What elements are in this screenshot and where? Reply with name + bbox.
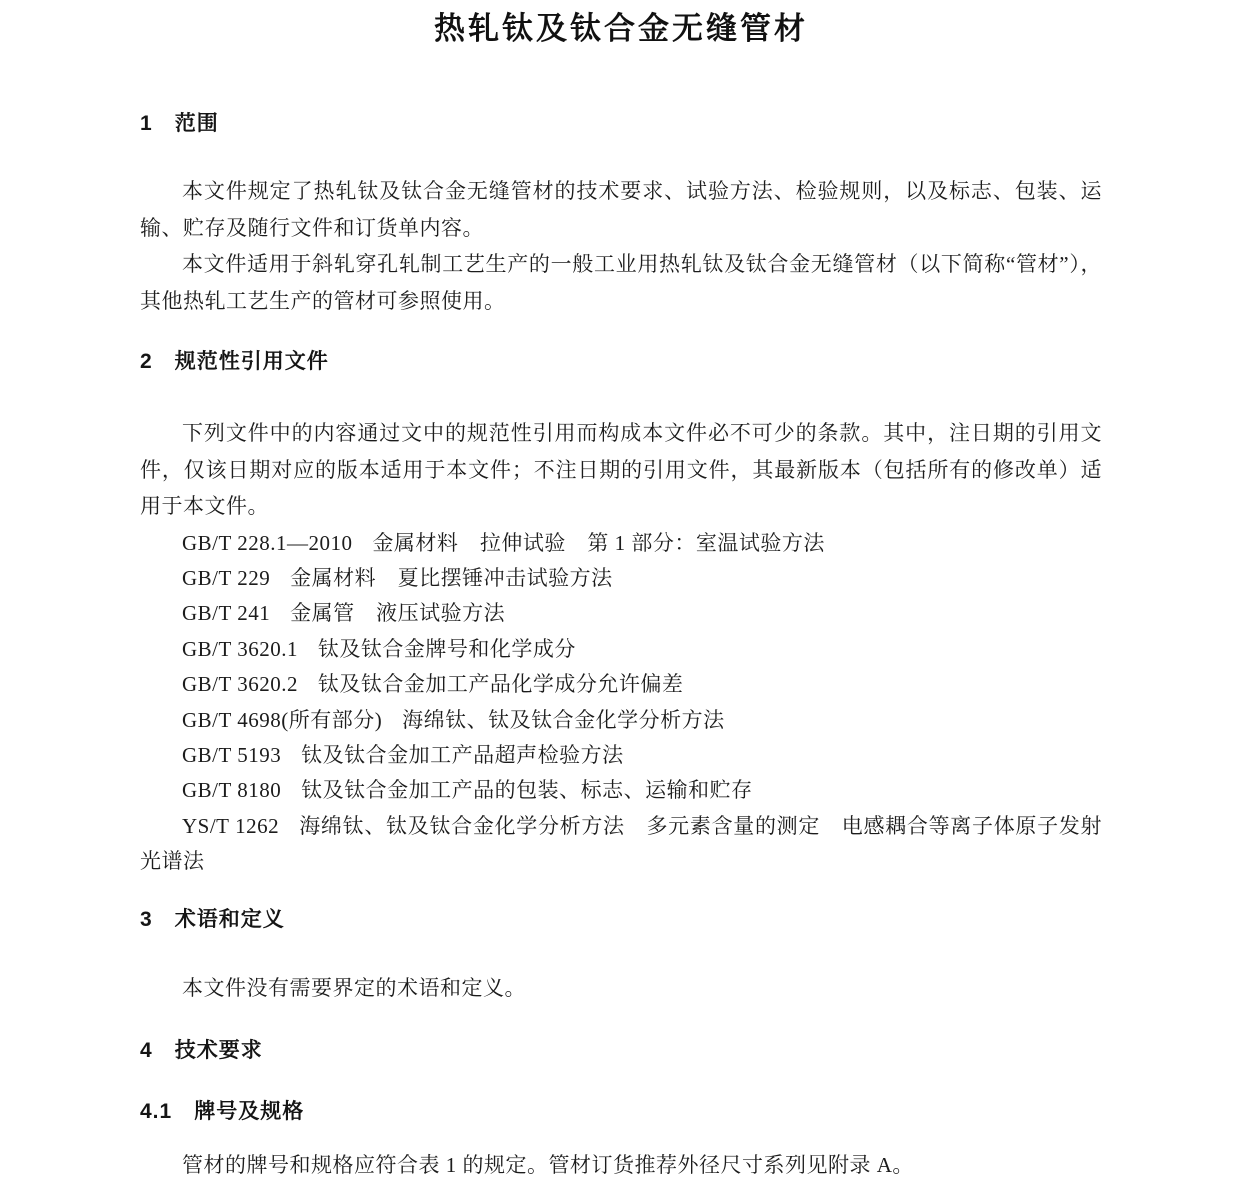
document-title: 热轧钛及钛合金无缝管材: [434, 11, 808, 46]
reference-code: GB/T 228.1—2010: [182, 530, 353, 555]
section-2-number: 2: [140, 350, 153, 373]
reference-title: 钛及钛合金加工产品化学成分允许偏差: [317, 672, 684, 697]
reference-title: 金属材料 拉伸试验 第 1 部分：室温试验方法: [372, 530, 825, 555]
reference-code: GB/T 241: [182, 601, 271, 626]
section-3-number: 3: [140, 907, 153, 931]
reference-item: [140, 773, 1102, 808]
section-3-title: 术语和定义: [174, 907, 285, 931]
reference-title: 钛及钛合金牌号和化学成分: [317, 636, 576, 661]
reference-item: [140, 667, 1102, 702]
reference-code: GB/T 8180: [182, 778, 282, 803]
reference-title: 金属材料 夏比摆锤冲击试验方法: [290, 565, 613, 590]
reference-item: [140, 561, 1102, 596]
reference-title: 海绵钛、钛及钛合金化学分析方法 多元素含量的测定 电感耦合等离子体原子发射光谱法: [140, 813, 1102, 874]
reference-code: GB/T 229: [182, 565, 271, 590]
section-1-number: 1: [140, 112, 153, 135]
section-4-1-body: [140, 1147, 1102, 1184]
reference-code: GB/T 5193: [182, 742, 282, 767]
section-4-title: 技术要求: [174, 1039, 263, 1063]
section-4-1-title: 牌号及规格: [194, 1100, 305, 1124]
reference-item: [140, 703, 1102, 738]
reference-item: [140, 596, 1102, 631]
reference-title: 钛及钛合金加工产品的包装、标志、运输和贮存: [301, 778, 753, 803]
section-1-body: [140, 173, 1102, 319]
paragraph: 本文件规定了热轧钛及钛合金无缝管材的技术要求、试验方法、检验规则，以及标志、包装、运输、贮存及随行文件和订货单内容。: [140, 179, 1102, 240]
paragraph: 管材的牌号和规格应符合表 1 的规定。管材订货推荐外径尺寸系列见附录 A。: [182, 1153, 914, 1178]
section-2-title: 规范性引用文件: [174, 350, 329, 373]
section-4-1-heading: [140, 1100, 1102, 1124]
paragraph: 本文件适用于斜轧穿孔轧制工艺生产的一般工业用热轧钛及钛合金无缝管材（以下简称“管材”），其他热轧工艺生产的管材可参照使用。: [140, 252, 1102, 313]
reference-item: [140, 526, 1102, 561]
section-4-1-number: 4.1: [140, 1100, 173, 1124]
section-2-body: [140, 415, 1102, 525]
reference-list: [140, 526, 1102, 880]
reference-title: 钛及钛合金加工产品超声检验方法: [301, 742, 624, 767]
section-2-heading: [140, 350, 1102, 374]
section-4-heading: [140, 1039, 1102, 1063]
reference-item: [140, 632, 1102, 667]
reference-item: [140, 809, 1102, 880]
reference-code: YS/T 1262: [182, 813, 280, 838]
reference-title: 海绵钛、钛及钛合金化学分析方法: [402, 707, 725, 732]
reference-item: [140, 738, 1102, 773]
reference-code: GB/T 3620.1: [182, 636, 298, 661]
section-1-heading: [140, 112, 1102, 136]
paragraph: 本文件没有需要界定的术语和定义。: [182, 975, 526, 1000]
section-3-heading: [140, 908, 1102, 932]
reference-code: GB/T 3620.2: [182, 672, 298, 697]
section-4-number: 4: [140, 1039, 153, 1063]
section-1-title: 范围: [174, 112, 219, 135]
reference-title: 金属管 液压试验方法: [290, 601, 506, 626]
paragraph: 下列文件中的内容通过文中的规范性引用而构成本文件必不可少的条款。其中，注日期的引用文件，仅该日期对应的版本适用于本文件；不注日期的引用文件，其最新版本（包括所有的修改单）适用于本文件。: [140, 421, 1102, 518]
section-3-body: [140, 970, 1102, 1007]
reference-code: GB/T 4698(所有部分): [182, 707, 383, 732]
